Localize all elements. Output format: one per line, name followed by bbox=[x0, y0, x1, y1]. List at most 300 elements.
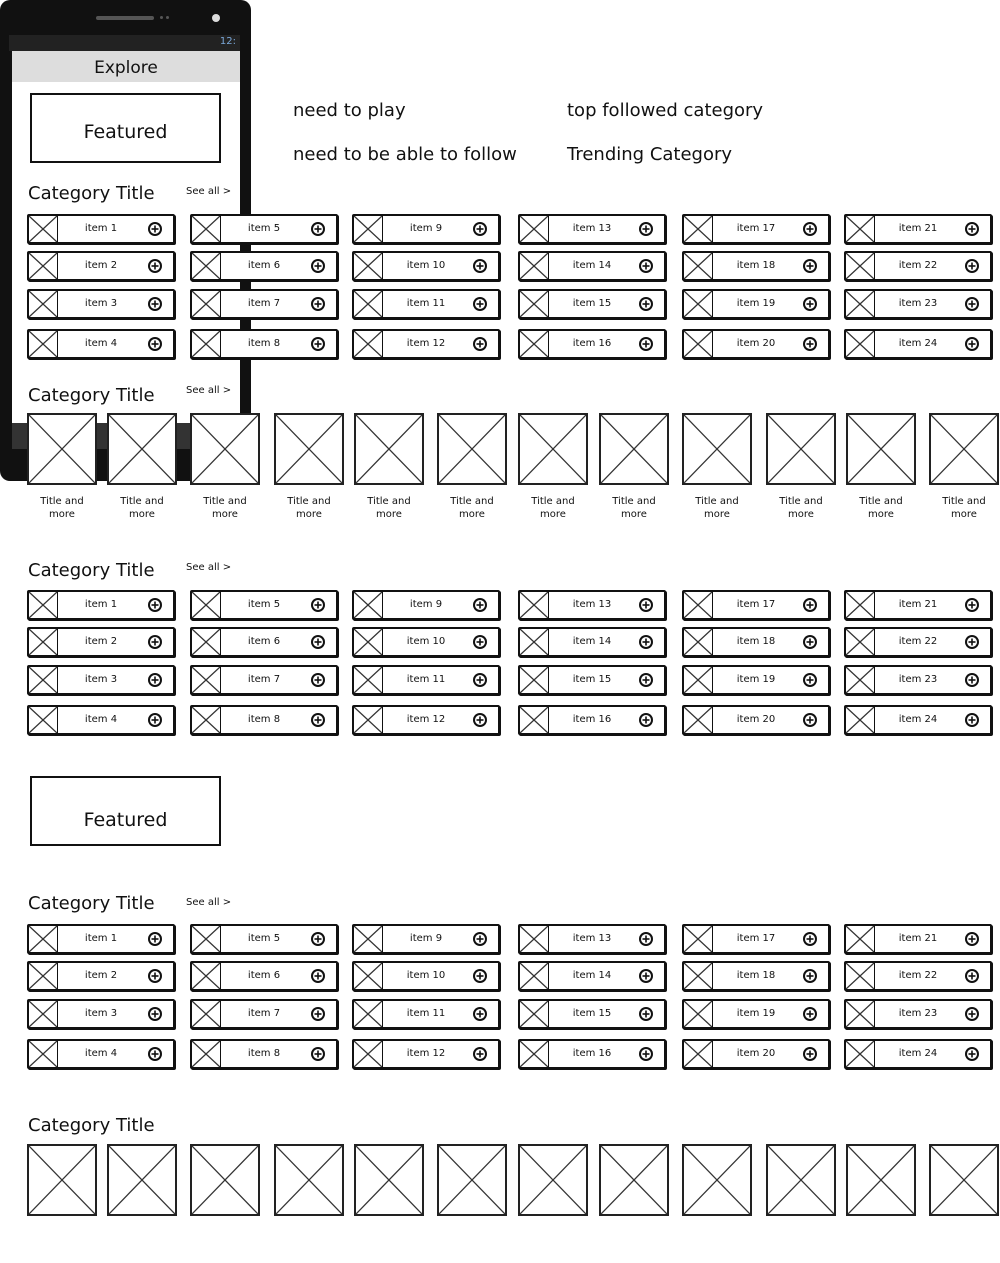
list-item[interactable] bbox=[27, 214, 175, 244]
item-label: item 3 bbox=[84, 298, 118, 309]
tile-caption-line: Title and bbox=[40, 496, 84, 507]
plus-circle-icon[interactable] bbox=[147, 931, 163, 947]
item-thumbnail bbox=[354, 707, 383, 733]
item-thumbnail bbox=[846, 216, 875, 242]
media-tile[interactable] bbox=[274, 1144, 344, 1216]
image-placeholder-icon bbox=[684, 926, 712, 952]
phone-camera bbox=[212, 14, 220, 22]
plus-circle-icon[interactable] bbox=[310, 336, 326, 352]
category-title: Category Title bbox=[28, 385, 155, 406]
image-placeholder-icon bbox=[684, 1041, 712, 1067]
tile-caption-line: Title and bbox=[859, 496, 903, 507]
image-placeholder-icon bbox=[354, 216, 382, 242]
plus-circle-icon[interactable] bbox=[310, 1006, 326, 1022]
item-label: item 5 bbox=[247, 933, 281, 944]
item-label: item 23 bbox=[898, 298, 938, 309]
plus-circle-icon[interactable] bbox=[964, 258, 980, 274]
list-item[interactable] bbox=[518, 627, 666, 657]
list-item[interactable] bbox=[27, 627, 175, 657]
plus-circle-icon[interactable] bbox=[964, 634, 980, 650]
plus-circle-icon[interactable] bbox=[802, 712, 818, 728]
item-label: item 21 bbox=[898, 223, 938, 234]
plus-circle-icon[interactable] bbox=[147, 258, 163, 274]
plus-circle-icon[interactable] bbox=[472, 221, 488, 237]
image-placeholder-icon bbox=[354, 1001, 382, 1027]
list-item[interactable] bbox=[352, 329, 500, 359]
plus-circle-icon[interactable] bbox=[964, 712, 980, 728]
image-placeholder-icon bbox=[356, 415, 422, 483]
plus-circle-icon[interactable] bbox=[802, 1046, 818, 1062]
item-thumbnail bbox=[520, 707, 549, 733]
media-tile[interactable] bbox=[518, 1144, 588, 1216]
media-tile[interactable] bbox=[599, 1144, 669, 1216]
image-placeholder-icon bbox=[439, 1146, 505, 1214]
list-item[interactable] bbox=[844, 924, 992, 954]
plus-circle-icon[interactable] bbox=[472, 634, 488, 650]
item-thumbnail bbox=[684, 1001, 713, 1027]
list-item[interactable] bbox=[844, 329, 992, 359]
plus-circle-icon[interactable] bbox=[638, 296, 654, 312]
item-label: item 19 bbox=[736, 674, 776, 685]
media-tile[interactable] bbox=[107, 1144, 177, 1216]
image-placeholder-icon bbox=[846, 331, 874, 357]
image-placeholder-icon bbox=[520, 707, 548, 733]
list-item[interactable] bbox=[844, 1039, 992, 1069]
image-placeholder-icon bbox=[846, 707, 874, 733]
plus-circle-icon[interactable] bbox=[802, 597, 818, 613]
image-placeholder-icon bbox=[29, 1146, 95, 1214]
item-thumbnail bbox=[192, 1001, 221, 1027]
item-label: item 24 bbox=[898, 714, 938, 725]
plus-circle-icon[interactable] bbox=[472, 931, 488, 947]
plus-circle-icon[interactable] bbox=[310, 1046, 326, 1062]
image-placeholder-icon bbox=[356, 1146, 422, 1214]
item-label: item 13 bbox=[572, 933, 612, 944]
media-tile[interactable] bbox=[929, 1144, 999, 1216]
tile-caption-line: more bbox=[621, 509, 647, 520]
list-item[interactable] bbox=[518, 329, 666, 359]
plus-circle-icon[interactable] bbox=[638, 336, 654, 352]
media-tile[interactable] bbox=[518, 413, 588, 485]
plus-circle-icon[interactable] bbox=[310, 712, 326, 728]
image-placeholder-icon bbox=[192, 1001, 220, 1027]
list-item[interactable] bbox=[27, 705, 175, 735]
list-item[interactable] bbox=[352, 590, 500, 620]
image-placeholder-icon bbox=[684, 415, 750, 483]
plus-circle-icon[interactable] bbox=[147, 221, 163, 237]
see-all-link[interactable]: See all > bbox=[186, 897, 232, 908]
media-tile[interactable] bbox=[354, 1144, 424, 1216]
list-item[interactable] bbox=[190, 1039, 338, 1069]
item-label: item 8 bbox=[247, 1048, 281, 1059]
image-placeholder-icon bbox=[684, 667, 712, 693]
plus-circle-icon[interactable] bbox=[964, 336, 980, 352]
list-item[interactable] bbox=[352, 961, 500, 991]
tile-caption-line: Title and bbox=[942, 496, 986, 507]
list-item[interactable] bbox=[518, 665, 666, 695]
item-thumbnail bbox=[29, 667, 58, 693]
item-thumbnail bbox=[520, 253, 549, 279]
list-item[interactable] bbox=[190, 665, 338, 695]
list-item[interactable] bbox=[518, 961, 666, 991]
plus-circle-icon[interactable] bbox=[147, 336, 163, 352]
plus-circle-icon[interactable] bbox=[147, 672, 163, 688]
item-label: item 11 bbox=[406, 674, 446, 685]
item-label: item 24 bbox=[898, 338, 938, 349]
list-item[interactable] bbox=[844, 214, 992, 244]
item-label: item 22 bbox=[898, 970, 938, 981]
list-item[interactable] bbox=[682, 289, 830, 319]
list-item[interactable] bbox=[190, 590, 338, 620]
list-item[interactable] bbox=[190, 705, 338, 735]
list-item[interactable] bbox=[190, 924, 338, 954]
media-tile[interactable] bbox=[190, 413, 260, 485]
list-item[interactable] bbox=[27, 1039, 175, 1069]
plus-circle-icon[interactable] bbox=[964, 1046, 980, 1062]
list-item[interactable] bbox=[682, 251, 830, 281]
image-placeholder-icon bbox=[192, 592, 220, 618]
plus-circle-icon[interactable] bbox=[638, 634, 654, 650]
plus-circle-icon[interactable] bbox=[802, 296, 818, 312]
plus-circle-icon[interactable] bbox=[802, 1006, 818, 1022]
item-label: item 6 bbox=[247, 970, 281, 981]
image-placeholder-icon bbox=[29, 253, 57, 279]
item-label: item 9 bbox=[409, 223, 443, 234]
list-item[interactable] bbox=[27, 665, 175, 695]
plus-circle-icon[interactable] bbox=[472, 1006, 488, 1022]
media-tile[interactable] bbox=[437, 1144, 507, 1216]
item-label: item 10 bbox=[406, 636, 446, 647]
media-tile[interactable] bbox=[107, 413, 177, 485]
plus-circle-icon[interactable] bbox=[472, 968, 488, 984]
image-placeholder-icon bbox=[192, 253, 220, 279]
item-label: item 14 bbox=[572, 260, 612, 271]
image-placeholder-icon bbox=[931, 1146, 997, 1214]
plus-circle-icon[interactable] bbox=[802, 634, 818, 650]
plus-circle-icon[interactable] bbox=[310, 258, 326, 274]
plus-circle-icon[interactable] bbox=[147, 1046, 163, 1062]
tile-caption bbox=[269, 495, 349, 521]
list-item[interactable] bbox=[844, 627, 992, 657]
item-label: item 7 bbox=[247, 298, 281, 309]
item-thumbnail bbox=[354, 216, 383, 242]
tile-caption-line: Title and bbox=[367, 496, 411, 507]
category-title: Category Title bbox=[28, 1115, 155, 1136]
media-tile[interactable] bbox=[27, 1144, 97, 1216]
plus-circle-icon[interactable] bbox=[964, 968, 980, 984]
item-label: item 12 bbox=[406, 338, 446, 349]
plus-circle-icon[interactable] bbox=[147, 968, 163, 984]
media-tile[interactable] bbox=[766, 1144, 836, 1216]
plus-circle-icon[interactable] bbox=[964, 221, 980, 237]
item-label: item 21 bbox=[898, 933, 938, 944]
tile-caption bbox=[677, 495, 757, 521]
note-need-to-play: need to play bbox=[293, 100, 406, 121]
plus-circle-icon[interactable] bbox=[310, 597, 326, 613]
item-thumbnail bbox=[192, 926, 221, 952]
list-item[interactable] bbox=[682, 214, 830, 244]
item-thumbnail bbox=[354, 629, 383, 655]
image-placeholder-icon bbox=[192, 331, 220, 357]
list-item[interactable] bbox=[352, 289, 500, 319]
item-label: item 20 bbox=[736, 1048, 776, 1059]
list-item[interactable] bbox=[190, 214, 338, 244]
plus-circle-icon[interactable] bbox=[638, 672, 654, 688]
item-label: item 1 bbox=[84, 599, 118, 610]
image-placeholder-icon bbox=[192, 415, 258, 483]
item-label: item 23 bbox=[898, 1008, 938, 1019]
list-item[interactable] bbox=[682, 1039, 830, 1069]
list-item[interactable] bbox=[190, 961, 338, 991]
item-label: item 10 bbox=[406, 260, 446, 271]
item-thumbnail bbox=[354, 667, 383, 693]
list-item[interactable] bbox=[27, 329, 175, 359]
plus-circle-icon[interactable] bbox=[802, 931, 818, 947]
list-item[interactable] bbox=[27, 251, 175, 281]
image-placeholder-icon bbox=[192, 216, 220, 242]
plus-circle-icon[interactable] bbox=[310, 221, 326, 237]
list-item[interactable] bbox=[27, 289, 175, 319]
plus-circle-icon[interactable] bbox=[472, 336, 488, 352]
plus-circle-icon[interactable] bbox=[147, 712, 163, 728]
image-placeholder-icon bbox=[846, 1041, 874, 1067]
image-placeholder-icon bbox=[29, 667, 57, 693]
list-item[interactable] bbox=[190, 627, 338, 657]
plus-circle-icon[interactable] bbox=[802, 258, 818, 274]
plus-circle-icon[interactable] bbox=[638, 1046, 654, 1062]
plus-circle-icon[interactable] bbox=[638, 1006, 654, 1022]
list-item[interactable] bbox=[27, 924, 175, 954]
image-placeholder-icon bbox=[354, 926, 382, 952]
item-label: item 24 bbox=[898, 1048, 938, 1059]
list-item[interactable] bbox=[352, 924, 500, 954]
list-item[interactable] bbox=[352, 1039, 500, 1069]
list-item[interactable] bbox=[190, 289, 338, 319]
plus-circle-icon[interactable] bbox=[472, 258, 488, 274]
list-item[interactable] bbox=[27, 590, 175, 620]
image-placeholder-icon bbox=[846, 667, 874, 693]
list-item[interactable] bbox=[682, 329, 830, 359]
image-placeholder-icon bbox=[354, 667, 382, 693]
see-all-link[interactable]: See all > bbox=[186, 186, 232, 197]
plus-circle-icon[interactable] bbox=[147, 597, 163, 613]
plus-circle-icon[interactable] bbox=[147, 634, 163, 650]
item-label: item 2 bbox=[84, 970, 118, 981]
plus-circle-icon[interactable] bbox=[802, 221, 818, 237]
list-item[interactable] bbox=[352, 999, 500, 1029]
item-thumbnail bbox=[354, 1001, 383, 1027]
see-all-link[interactable]: See all > bbox=[186, 562, 232, 573]
item-thumbnail bbox=[684, 629, 713, 655]
plus-circle-icon[interactable] bbox=[310, 968, 326, 984]
list-item[interactable] bbox=[844, 590, 992, 620]
item-label: item 13 bbox=[572, 223, 612, 234]
image-placeholder-icon bbox=[29, 629, 57, 655]
item-label: item 7 bbox=[247, 1008, 281, 1019]
media-tile[interactable] bbox=[929, 413, 999, 485]
plus-circle-icon[interactable] bbox=[472, 672, 488, 688]
list-item[interactable] bbox=[518, 999, 666, 1029]
image-placeholder-icon bbox=[29, 707, 57, 733]
item-thumbnail bbox=[192, 592, 221, 618]
media-tile[interactable] bbox=[274, 413, 344, 485]
tile-caption-line: more bbox=[951, 509, 977, 520]
list-item[interactable] bbox=[682, 999, 830, 1029]
plus-circle-icon[interactable] bbox=[964, 597, 980, 613]
plus-circle-icon[interactable] bbox=[638, 931, 654, 947]
image-placeholder-icon bbox=[846, 592, 874, 618]
item-thumbnail bbox=[29, 331, 58, 357]
item-thumbnail bbox=[684, 592, 713, 618]
media-tile[interactable] bbox=[682, 1144, 752, 1216]
item-thumbnail bbox=[29, 291, 58, 317]
list-item[interactable] bbox=[844, 705, 992, 735]
plus-circle-icon[interactable] bbox=[472, 712, 488, 728]
item-thumbnail bbox=[684, 707, 713, 733]
media-tile[interactable] bbox=[766, 413, 836, 485]
item-label: item 17 bbox=[736, 599, 776, 610]
list-item[interactable] bbox=[844, 665, 992, 695]
list-item[interactable] bbox=[352, 214, 500, 244]
item-thumbnail bbox=[192, 1041, 221, 1067]
image-placeholder-icon bbox=[846, 1001, 874, 1027]
list-item[interactable] bbox=[844, 251, 992, 281]
image-placeholder-icon bbox=[684, 1001, 712, 1027]
list-item[interactable] bbox=[352, 627, 500, 657]
see-all-link[interactable]: See all > bbox=[186, 385, 232, 396]
list-item[interactable] bbox=[518, 214, 666, 244]
item-thumbnail bbox=[354, 253, 383, 279]
list-item[interactable] bbox=[682, 590, 830, 620]
plus-circle-icon[interactable] bbox=[147, 1006, 163, 1022]
media-tile[interactable] bbox=[437, 413, 507, 485]
media-tile[interactable] bbox=[846, 413, 916, 485]
media-tile[interactable] bbox=[599, 413, 669, 485]
image-placeholder-icon bbox=[29, 331, 57, 357]
item-label: item 4 bbox=[84, 1048, 118, 1059]
plus-circle-icon[interactable] bbox=[964, 931, 980, 947]
featured-banner-2[interactable]: Featured bbox=[30, 776, 221, 846]
list-item[interactable] bbox=[518, 1039, 666, 1069]
media-tile[interactable] bbox=[190, 1144, 260, 1216]
list-item[interactable] bbox=[352, 251, 500, 281]
list-item[interactable] bbox=[518, 705, 666, 735]
list-item[interactable] bbox=[844, 289, 992, 319]
item-label: item 11 bbox=[406, 1008, 446, 1019]
plus-circle-icon[interactable] bbox=[147, 296, 163, 312]
item-thumbnail bbox=[192, 707, 221, 733]
item-label: item 17 bbox=[736, 933, 776, 944]
media-tile[interactable] bbox=[682, 413, 752, 485]
item-label: item 6 bbox=[247, 636, 281, 647]
plus-circle-icon[interactable] bbox=[802, 672, 818, 688]
image-placeholder-icon bbox=[846, 216, 874, 242]
plus-circle-icon[interactable] bbox=[638, 968, 654, 984]
plus-circle-icon[interactable] bbox=[638, 597, 654, 613]
item-label: item 20 bbox=[736, 714, 776, 725]
plus-circle-icon[interactable] bbox=[802, 336, 818, 352]
item-thumbnail bbox=[520, 629, 549, 655]
item-label: item 8 bbox=[247, 338, 281, 349]
list-item[interactable] bbox=[682, 924, 830, 954]
item-thumbnail bbox=[520, 667, 549, 693]
item-label: item 22 bbox=[898, 260, 938, 271]
plus-circle-icon[interactable] bbox=[472, 597, 488, 613]
item-label: item 8 bbox=[247, 714, 281, 725]
image-placeholder-icon bbox=[846, 291, 874, 317]
image-placeholder-icon bbox=[354, 629, 382, 655]
list-item[interactable] bbox=[682, 627, 830, 657]
image-placeholder-icon bbox=[768, 415, 834, 483]
plus-circle-icon[interactable] bbox=[310, 634, 326, 650]
list-item[interactable] bbox=[27, 999, 175, 1029]
list-item[interactable] bbox=[27, 961, 175, 991]
note-trending: Trending Category bbox=[567, 144, 733, 165]
image-placeholder-icon bbox=[520, 963, 548, 989]
media-tile[interactable] bbox=[354, 413, 424, 485]
tile-caption-line: Title and bbox=[287, 496, 331, 507]
plus-circle-icon[interactable] bbox=[310, 931, 326, 947]
plus-circle-icon[interactable] bbox=[310, 296, 326, 312]
tile-caption-line: more bbox=[868, 509, 894, 520]
plus-circle-icon[interactable] bbox=[638, 258, 654, 274]
item-label: item 15 bbox=[572, 674, 612, 685]
list-item[interactable] bbox=[190, 999, 338, 1029]
list-item[interactable] bbox=[190, 251, 338, 281]
image-placeholder-icon bbox=[276, 415, 342, 483]
list-item[interactable] bbox=[518, 251, 666, 281]
item-label: item 11 bbox=[406, 298, 446, 309]
list-item[interactable] bbox=[352, 665, 500, 695]
tile-caption-line: Title and bbox=[450, 496, 494, 507]
list-item[interactable] bbox=[190, 329, 338, 359]
plus-circle-icon[interactable] bbox=[472, 1046, 488, 1062]
list-item[interactable] bbox=[518, 590, 666, 620]
plus-circle-icon[interactable] bbox=[964, 1006, 980, 1022]
media-tile[interactable] bbox=[846, 1144, 916, 1216]
list-item[interactable] bbox=[518, 289, 666, 319]
item-thumbnail bbox=[846, 1001, 875, 1027]
item-thumbnail bbox=[29, 253, 58, 279]
image-placeholder-icon bbox=[684, 216, 712, 242]
list-item[interactable] bbox=[682, 665, 830, 695]
featured-banner[interactable]: Featured bbox=[30, 93, 221, 163]
list-item[interactable] bbox=[518, 924, 666, 954]
item-thumbnail bbox=[192, 253, 221, 279]
list-item[interactable] bbox=[682, 961, 830, 991]
image-placeholder-icon bbox=[29, 415, 95, 483]
image-placeholder-icon bbox=[684, 963, 712, 989]
item-thumbnail bbox=[354, 592, 383, 618]
tile-caption-line: Title and bbox=[531, 496, 575, 507]
list-item[interactable] bbox=[844, 999, 992, 1029]
plus-circle-icon[interactable] bbox=[638, 712, 654, 728]
plus-circle-icon[interactable] bbox=[964, 672, 980, 688]
plus-circle-icon[interactable] bbox=[802, 968, 818, 984]
tile-caption bbox=[513, 495, 593, 521]
plus-circle-icon[interactable] bbox=[964, 296, 980, 312]
plus-circle-icon[interactable] bbox=[310, 672, 326, 688]
plus-circle-icon[interactable] bbox=[638, 221, 654, 237]
media-tile[interactable] bbox=[27, 413, 97, 485]
list-item[interactable] bbox=[352, 705, 500, 735]
image-placeholder-icon bbox=[354, 707, 382, 733]
plus-circle-icon[interactable] bbox=[472, 296, 488, 312]
item-label: item 23 bbox=[898, 674, 938, 685]
list-item[interactable] bbox=[844, 961, 992, 991]
image-placeholder-icon bbox=[931, 415, 997, 483]
list-item[interactable] bbox=[682, 705, 830, 735]
